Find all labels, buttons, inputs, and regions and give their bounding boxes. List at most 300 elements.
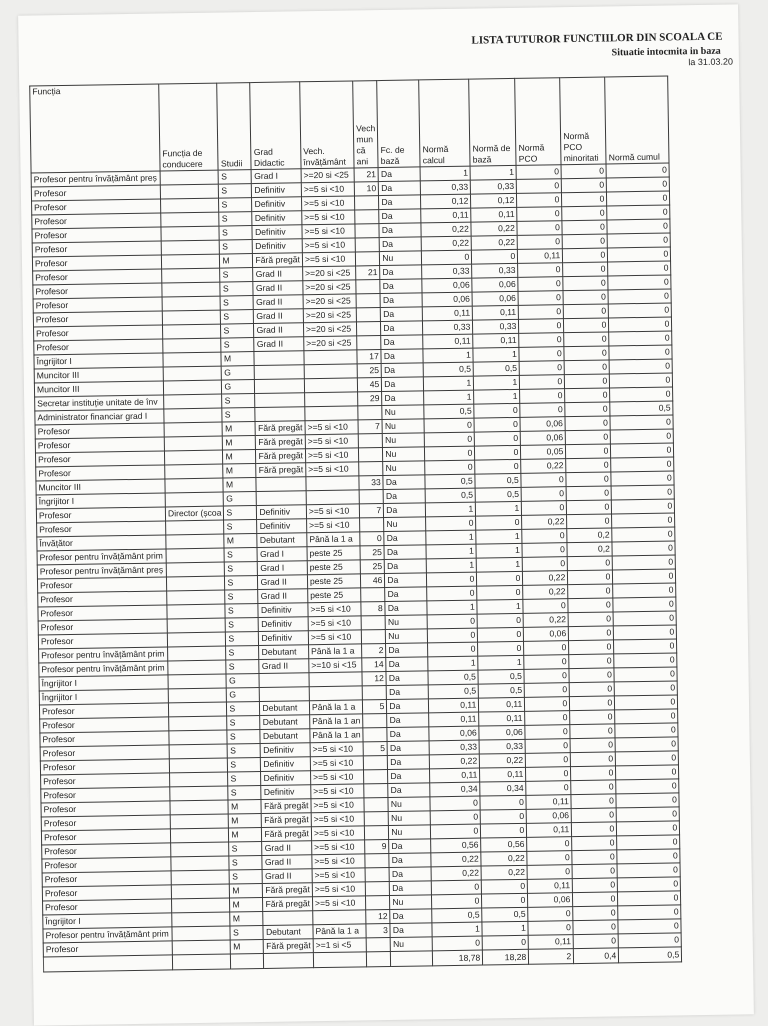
table-cell: Profesor pentru învățământ prim [37,549,166,565]
table-cell: >=5 si <10 [310,770,363,785]
table-cell: S [225,590,258,605]
column-header: Normă PCO minoritati [560,77,606,165]
table-cell: S [229,841,262,856]
table-cell: Definitiv [261,757,311,772]
table-cell: >=5 si <10 [311,798,364,813]
table-cell [356,280,380,294]
document-title: LISTA TUTUROR FUNCTIILOR DIN SCOALA CE [471,30,723,47]
table-cell: 0 [425,460,475,475]
table-cell: 1 [427,558,477,573]
table-cell: 0 [568,570,613,585]
table-cell: 0 [482,879,528,894]
table-cell: 0 [607,177,670,192]
table-cell: 0 [480,795,526,810]
document-page [18,4,754,1025]
table-cell: Secretar instituție unitate de înv [35,395,164,411]
table-cell: 0 [520,403,565,418]
table-cell [255,407,305,422]
table-cell: Da [380,279,422,294]
table-cell: Da [388,783,430,798]
table-cell: Profesor [33,283,162,299]
table-cell: 0 [568,584,613,599]
table-cell: Definitiv [261,785,311,800]
table-cell: 0 [563,262,608,277]
table-cell: Da [381,307,423,322]
table-cell: Fără pregăt [262,813,312,828]
table-cell: S [222,408,255,423]
table-cell: Profesor pentru învățământ prim [43,927,172,943]
table-cell: >=5 si <10 [312,854,365,869]
table-cell: Da [383,475,425,490]
table-cell: 0 [607,191,670,206]
column-header: Studii [217,83,251,171]
table-cell: 0 [566,444,611,459]
table-cell: 0,11 [479,697,525,712]
table-cell: S [220,282,253,297]
table-cell: 0 [517,221,562,236]
table-cell: 0 [569,668,614,683]
table-cell: 0 [526,781,571,796]
table-cell: 0 [427,614,477,629]
table-cell: Profesor [41,829,170,845]
column-header: Fc. de bază [377,80,420,168]
table-cell: 0 [522,557,567,572]
table-cell: 0 [527,865,572,880]
table-cell: Da [390,881,432,896]
table-cell: S [226,618,259,633]
table-cell [170,800,229,815]
table-cell: Da [386,685,428,700]
table-cell: 0 [607,205,670,220]
table-cell: Debutant [259,645,309,660]
table-cell: Nu [382,405,424,420]
table-cell: Grad II [254,309,304,324]
table-cell [167,632,226,647]
table-cell: Muncitor III [34,367,163,383]
table-cell: 0,5 [428,684,478,699]
table-cell: 0 [526,767,571,782]
table-cell: 0 [615,723,678,738]
table-cell: Da [381,335,423,350]
table-cell: 0 [522,529,567,544]
table-cell: Grad II [262,841,312,856]
table-cell: Da [379,195,421,210]
table-cell: Nu [383,433,425,448]
table-cell [255,379,305,394]
table-cell: Nu [390,895,432,910]
table-cell: 0,56 [431,838,481,853]
table-cell [166,576,225,591]
table-cell: 0 [482,893,528,908]
table-cell: 0,5 [425,488,475,503]
table-cell: M [223,464,256,479]
table-cell: >=5 si <10 [302,224,355,239]
table-cell: 0 [426,516,476,531]
table-cell: Da [385,559,427,574]
table-cell: 0 [432,880,482,895]
table-cell: Profesor [37,577,166,593]
table-cell [161,226,220,241]
table-cell: 0 [568,598,613,613]
table-cell [306,476,359,491]
table-cell: >=5 si <10 [306,462,359,477]
table-cell: 1 [473,347,519,362]
table-cell: 0,34 [480,781,526,796]
table-cell: 0 [613,597,676,612]
table-cell: Da [379,181,421,196]
column-header: Normă de bază [469,78,516,166]
table-cell: Da [380,265,422,280]
table-cell: M [229,813,262,828]
table-cell: Profesor [34,325,163,341]
table-cell: Muncitor III [34,381,163,397]
table-cell [304,392,357,407]
table-cell: 0 [570,696,615,711]
total-cell [231,953,264,969]
table-cell: Fără pregăt [262,827,312,842]
table-cell: 1 [426,502,476,517]
table-cell: 0 [611,457,674,472]
table-cell [165,478,224,493]
table-cell: 0 [570,724,615,739]
table-cell: Da [386,671,428,686]
table-cell: M [221,352,254,367]
table-cell: Nu [383,447,425,462]
table-cell [166,548,225,563]
table-cell: 0,06 [422,278,472,293]
table-cell: >=5 si <10 [306,504,359,519]
table-cell [171,884,230,899]
table-cell: Da [387,741,429,756]
table-cell [160,170,219,185]
table-cell: 1 [420,166,470,181]
table-cell: 0 [563,276,608,291]
table-cell [172,912,231,927]
table-cell: 0,11 [421,208,471,223]
table-cell: 0,5 [478,669,524,684]
table-cell: 0 [520,375,565,390]
table-cell: 21 [354,168,378,182]
table-cell: 0,5 [478,683,524,698]
table-cell: 1 [482,921,528,936]
table-cell: Da [390,923,432,938]
table-cell [168,702,227,717]
table-cell: Fără pregăt [261,799,311,814]
table-cell: Grad II [258,575,308,590]
table-cell: 0 [609,359,672,374]
table-cell: Grad II [262,855,312,870]
table-cell: Profesor pentru învățământ preș [37,563,166,579]
table-cell: S [228,785,261,800]
table-cell: 0,22 [480,753,526,768]
table-cell: S [219,170,252,185]
table-cell: Profesor [32,255,161,271]
table-cell [359,490,383,504]
table-cell: Profesor [33,269,162,285]
table-cell: >=5 si <10 [305,448,358,463]
table-cell: 0,56 [481,837,527,852]
table-cell [164,436,223,451]
table-cell: 0 [564,332,609,347]
table-cell: 0 [614,639,677,654]
table-cell: Profesor [35,451,164,467]
table-cell: 0,22 [523,571,568,586]
table-cell: S [222,394,255,409]
table-cell: 0,33 [471,179,517,194]
table-cell: 0 [525,697,570,712]
table-cell: Da [379,223,421,238]
table-cell: G [226,674,259,689]
table-cell: 0 [573,920,618,935]
table-cell: 0 [610,387,673,402]
table-cell: 1 [474,375,520,390]
table-body [31,163,682,972]
table-cell: 0,22 [471,221,517,236]
table-cell: G [224,492,257,507]
table-cell: S [221,310,254,325]
table-cell [172,926,231,941]
table-cell: Definitiv [261,743,311,758]
table-cell: 0,11 [480,767,526,782]
table-cell: 0,5 [475,487,521,502]
table-cell: 0 [565,416,610,431]
total-cell: 0,5 [619,947,682,963]
table-cell: M [230,897,263,912]
table-cell: 0 [616,793,679,808]
table-cell: 0 [428,642,478,657]
table-cell: 21 [356,266,380,280]
table-cell: Grad II [254,323,304,338]
table-cell: 12 [366,909,390,923]
table-cell: 0 [425,432,475,447]
table-cell: 0 [424,418,474,433]
table-cell: Da [388,769,430,784]
table-cell: 0 [431,824,481,839]
table-cell: 0 [561,164,606,179]
table-cell: Definitiv [252,197,302,212]
table-cell: Nu [390,937,432,952]
table-cell [355,224,379,238]
table-cell: 0 [568,612,613,627]
table-cell: Administrator financiar grad I [35,409,164,425]
table-cell: 1 [432,922,482,937]
table-cell [163,366,222,381]
table-cell: 0,06 [528,893,573,908]
table-cell: 0,22 [481,865,527,880]
table-cell: 0 [518,263,563,278]
column-header: Vech. învățământ [300,81,355,169]
table-cell: 0 [611,471,674,486]
table-cell: S [224,520,257,535]
table-cell: 0,06 [520,417,565,432]
table-cell: 0 [618,905,681,920]
table-cell: 1 [424,390,474,405]
table-cell: 0,22 [430,754,480,769]
table-cell: 0,33 [479,739,525,754]
table-cell: 0,11 [528,935,573,950]
table-cell: 0,06 [422,292,472,307]
table-cell: 0 [614,681,677,696]
table-cell: 0 [569,654,614,669]
table-cell: 0 [567,500,612,515]
table-cell: Da [390,909,432,924]
table-cell: Definitiv [257,519,307,534]
table-cell: peste 25 [307,546,360,561]
table-cell: 0 [430,796,480,811]
table-cell [162,310,221,325]
table-cell: >=5 si <10 [302,238,355,253]
table-cell [168,674,227,689]
table-cell: Grad II [254,337,304,352]
table-cell [309,686,362,701]
table-cell: S [224,548,257,563]
table-cell: Fără pregăt [263,883,313,898]
table-cell: Îngrijitor I [39,675,168,691]
table-cell: S [219,198,252,213]
total-cell [264,953,314,969]
table-cell [305,406,358,421]
table-cell: >=20 si <25 [303,308,356,323]
table-cell: 0,06 [472,291,518,306]
table-cell: 0 [562,192,607,207]
table-cell [167,604,226,619]
table-cell: Grad I [257,547,307,562]
table-cell: 0 [427,586,477,601]
table-cell: Nu [389,825,431,840]
table-cell: 0 [570,710,615,725]
table-cell: Director (școa [165,506,224,521]
column-header: Funcția de conducere [159,83,219,171]
table-cell [172,898,231,913]
table-cell: 25 [357,364,381,378]
table-cell: 0 [517,179,562,194]
table-cell: >=20 si <25 [303,294,356,309]
table-cell: S [224,506,257,521]
table-cell: 0 [519,361,564,376]
table-cell: Definitiv [258,603,308,618]
table-cell: 0,06 [429,726,479,741]
table-cell [255,393,305,408]
table-cell [361,630,385,644]
table-cell: 0 [606,163,669,178]
table-cell: >=20 si <25 [303,280,356,295]
table-cell: S [219,212,252,227]
table-cell: 0 [563,248,608,263]
table-cell: 33 [359,476,383,490]
table-cell: 25 [360,546,384,560]
total-cell [391,951,433,967]
table-cell [169,744,228,759]
table-cell: S [220,240,253,255]
table-cell: 0 [477,613,523,628]
table-cell: M [229,827,262,842]
table-cell: 1 [426,544,476,559]
table-cell: 0 [610,373,673,388]
table-cell: >=5 si <10 [305,434,358,449]
table-cell: Profesor [36,507,165,523]
table-cell: >=5 si <10 [312,882,365,897]
table-cell: 0,05 [521,445,566,460]
table-cell [361,616,385,630]
table-cell: M [230,911,263,926]
table-cell: 0 [608,247,671,262]
table-cell: 2 [362,644,386,658]
table-cell [355,238,379,252]
table-cell [163,352,222,367]
table-cell: 0 [572,850,617,865]
document-date: la 31.03.20 [688,56,733,68]
table-cell: >=1 si <5 [313,938,366,953]
table-cell: G [227,688,260,703]
table-cell: S [226,632,259,647]
table-cell: Da [389,867,431,882]
table-cell: 0 [564,346,609,361]
table-cell: S [227,730,260,745]
table-cell: Da [386,643,428,658]
table-cell: 0 [565,374,610,389]
table-cell: Profesor [32,213,161,229]
table-cell: M [220,254,253,269]
table-cell: 0 [569,640,614,655]
table-cell: 0 [562,206,607,221]
table-cell: 0 [570,738,615,753]
table-cell: 0 [572,836,617,851]
table-cell [363,714,387,728]
table-cell: Definitiv [259,631,309,646]
table-cell: 0,5 [432,908,482,923]
table-cell [165,464,224,479]
table-cell: 0 [572,864,617,879]
table-cell [162,324,221,339]
table-cell [357,322,381,336]
table-cell: Îngrijitor I [39,689,168,705]
total-cell [172,954,231,970]
table-cell: 0,5 [475,473,521,488]
table-cell: 0 [517,207,562,222]
table-cell: 29 [358,392,382,406]
table-cell: 1 [476,543,522,558]
table-cell: Profesor [41,815,170,831]
table-cell: 0,12 [421,194,471,209]
table-cell: 0,22 [522,515,567,530]
table-cell: S [228,757,261,772]
table-cell: 0 [422,250,472,265]
total-cell: 18,28 [483,949,529,965]
table-cell: 0 [428,628,478,643]
table-cell: 0 [611,485,674,500]
table-cell: Fără pregăt [256,449,306,464]
column-header: Funcția [30,84,160,173]
table-cell: 0 [477,571,523,586]
table-cell: S [228,743,261,758]
table-cell: 0 [482,935,528,950]
table-cell: 0,33 [421,180,471,195]
table-cell: >=20 si <25 [301,168,354,183]
table-cell: 0 [609,331,672,346]
table-cell: >=5 si <10 [310,756,363,771]
table-cell: Profesor [32,199,161,215]
table-cell: Nu [384,517,426,532]
table-cell: 0,11 [423,306,473,321]
table-cell [172,940,231,955]
table-cell: 7 [358,420,382,434]
table-cell [358,434,382,448]
table-cell: 0 [612,541,675,556]
table-cell: Da [380,293,422,308]
table-cell: >=20 si <25 [303,266,356,281]
table-cell: 14 [362,658,386,672]
table-cell: Da [385,573,427,588]
